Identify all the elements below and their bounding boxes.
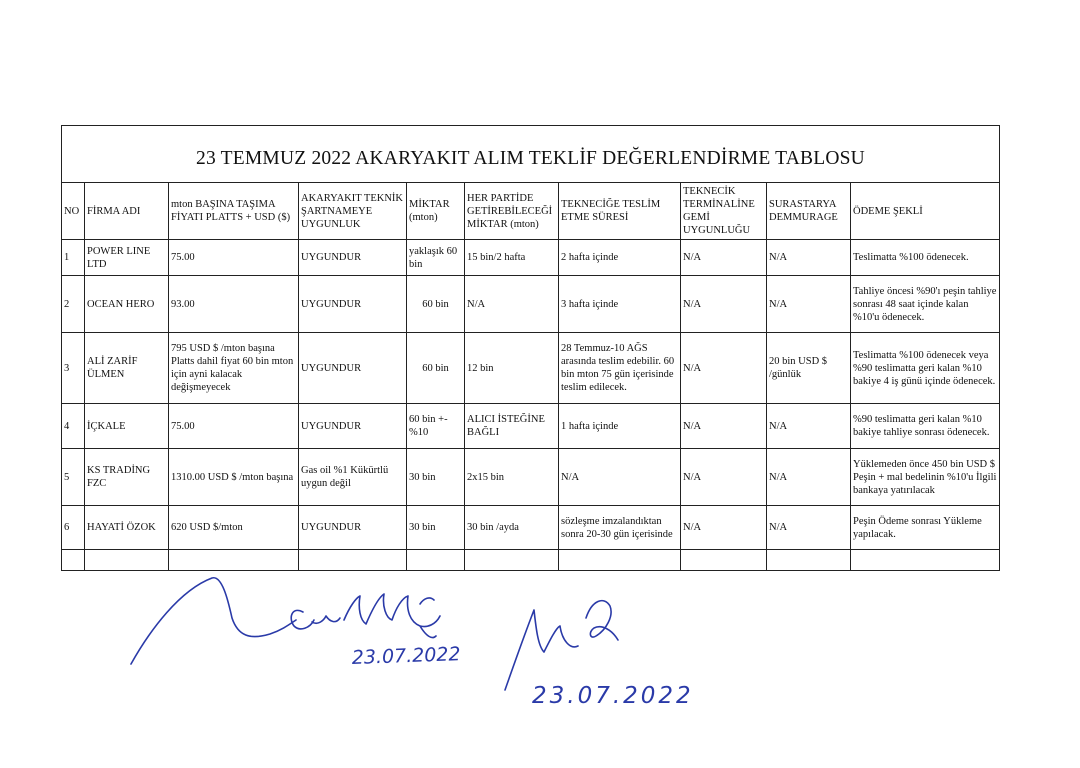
delivery-cell: sözleşme imzalandıktan sonra 20-30 gün içerisinde: [559, 506, 681, 550]
firm-name: KS TRADİNG FZC: [85, 449, 169, 506]
compliance-cell: UYGUNDUR: [299, 240, 407, 276]
price-cell: 1310.00 USD $ /mton başına: [169, 449, 299, 506]
batch-cell: 30 bin /ayda: [465, 506, 559, 550]
payment-cell: Teslimatta %100 ödenecek.: [851, 240, 1000, 276]
compliance-cell: UYGUNDUR: [299, 333, 407, 404]
vessel-cell: N/A: [681, 506, 767, 550]
delivery-cell: 28 Temmuz-10 AĞS arasında teslim edebilir. 60 bin mton 75 gün içerisinde teslim edilecek.: [559, 333, 681, 404]
header-cell: TEKNECİĞE TESLİM ETME SÜRESİ: [559, 183, 681, 240]
payment-cell: Tahliye öncesi %90'ı peşin tahliye sonrası 48 saat içinde kalan %10'u ödenecek.: [851, 276, 1000, 333]
signature-2: [505, 601, 618, 690]
compliance-cell: Gas oil %1 Kükürtlü uygun değil: [299, 449, 407, 506]
demmurage-cell: N/A: [767, 449, 851, 506]
row-no: 2: [62, 276, 85, 333]
firm-name: İÇKALE: [85, 404, 169, 449]
batch-cell: 15 bin/2 hafta: [465, 240, 559, 276]
price-cell: 75.00: [169, 404, 299, 449]
row-no: 6: [62, 506, 85, 550]
header-cell: HER PARTİDE GETİREBİLECEĞİ MİKTAR (mton): [465, 183, 559, 240]
row-no: 1: [62, 240, 85, 276]
firm-name: POWER LINE LTD: [85, 240, 169, 276]
vessel-cell: N/A: [681, 449, 767, 506]
header-cell: TEKNECİK TERMİNALİNE GEMİ UYGUNLUĞU: [681, 183, 767, 240]
vessel-cell: N/A: [681, 276, 767, 333]
header-cell: AKARYAKIT TEKNİK ŞARTNAMEYE UYGUNLUK: [299, 183, 407, 240]
row-no: 3: [62, 333, 85, 404]
header-cell: MİKTAR (mton): [407, 183, 465, 240]
vessel-cell: N/A: [681, 404, 767, 449]
quantity-cell: 60 bin +- %10: [407, 404, 465, 449]
price-cell: 795 USD $ /mton başına Platts dahil fiyat 60 bin mton için ayni kalacak değişmeyecek: [169, 333, 299, 404]
delivery-cell: N/A: [559, 449, 681, 506]
signature-1-date: 23.07.2022: [351, 643, 461, 669]
quantity-cell: yaklaşık 60 bin: [407, 240, 465, 276]
vessel-cell: N/A: [681, 240, 767, 276]
payment-cell: %90 teslimatta geri kalan %10 bakiye tahliye sonrası ödenecek.: [851, 404, 1000, 449]
quantity-cell: 60 bin: [407, 276, 465, 333]
demmurage-cell: N/A: [767, 404, 851, 449]
header-cell: ÖDEME ŞEKLİ: [851, 183, 1000, 240]
batch-cell: 2x15 bin: [465, 449, 559, 506]
header-cell: NO: [62, 183, 85, 240]
vessel-cell: N/A: [681, 333, 767, 404]
demmurage-cell: N/A: [767, 276, 851, 333]
price-cell: 75.00: [169, 240, 299, 276]
batch-cell: 12 bin: [465, 333, 559, 404]
compliance-cell: UYGUNDUR: [299, 506, 407, 550]
header-cell: FİRMA ADI: [85, 183, 169, 240]
batch-cell: ALICI İSTEĞİNE BAĞLI: [465, 404, 559, 449]
table-title: 23 TEMMUZ 2022 AKARYAKIT ALIM TEKLİF DEĞERLENDİRME TABLOSU: [62, 126, 1000, 183]
demmurage-cell: 20 bin USD $ /günlük: [767, 333, 851, 404]
firm-name: OCEAN HERO: [85, 276, 169, 333]
quantity-cell: 60 bin: [407, 333, 465, 404]
batch-cell: N/A: [465, 276, 559, 333]
payment-cell: Peşin Ödeme sonrası Yükleme yapılacak.: [851, 506, 1000, 550]
payment-cell: Yüklemeden önce 450 bin USD $ Peşin + mal bedelinin %10'u İlgili bankaya yatırılacak: [851, 449, 1000, 506]
header-cell: mton BAŞINA TAŞIMA FİYATI PLATTS + USD ($): [169, 183, 299, 240]
signature-2-date: 23.07.2022: [532, 683, 694, 709]
row-no: 4: [62, 404, 85, 449]
firm-name: ALİ ZARİF ÜLMEN: [85, 333, 169, 404]
price-cell: 93.00: [169, 276, 299, 333]
compliance-cell: UYGUNDUR: [299, 404, 407, 449]
header-cell: SURASTARYA DEMMURAGE: [767, 183, 851, 240]
demmurage-cell: N/A: [767, 506, 851, 550]
firm-name: HAYATİ ÖZOK: [85, 506, 169, 550]
delivery-cell: 3 hafta içinde: [559, 276, 681, 333]
price-cell: 620 USD $/mton: [169, 506, 299, 550]
delivery-cell: 1 hafta içinde: [559, 404, 681, 449]
payment-cell: Teslimatta %100 ödenecek veya %90 teslimatta geri kalan %10 bakiye 4 iş günü içinde ödenecek.: [851, 333, 1000, 404]
delivery-cell: 2 hafta içinde: [559, 240, 681, 276]
compliance-cell: UYGUNDUR: [299, 276, 407, 333]
row-no: 5: [62, 449, 85, 506]
quantity-cell: 30 bin: [407, 506, 465, 550]
demmurage-cell: N/A: [767, 240, 851, 276]
quantity-cell: 30 bin: [407, 449, 465, 506]
